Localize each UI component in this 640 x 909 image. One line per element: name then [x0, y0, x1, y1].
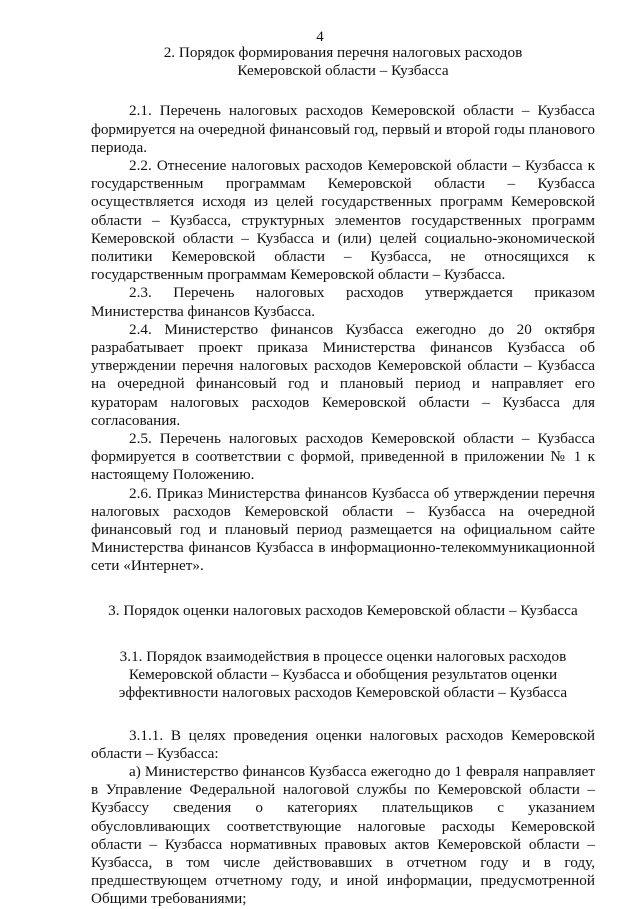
paragraph-2-4: 2.4. Министерство финансов Кузбасса ежегодно до 20 октября разрабатывает проект приказа Министерства финансов Кузбасса об утверждении перечня налоговых расходов Кемеровской области – Кузбасса на очередной финансовый год и плановый период и направляет его кураторам налоговых расходов Кемеровской области – Кузбасса для согласования.: [91, 320, 595, 429]
section-3-title: 3. Порядок оценки налоговых расходов Кемеровской области – Кузбасса: [108, 601, 578, 619]
paragraph-3-1-1-a: а) Министерство финансов Кузбасса ежегодно до 1 февраля направляет в Управление Федеральной налоговой службы по Кемеровской области – Кузбассу сведения о категориях плательщиков с указанием обусловливающих соответствующие налоговые расходы Кемеровской области – Кузбасса нормативных правовых актов Кемеровской области – Кузбасса, в том числе действовавших в отчетном году и в году, предшествующем отчетному году, и иной информации, предусмотренной Общими требованиями;: [91, 762, 595, 908]
page-number: 4: [316, 29, 324, 45]
section-3-1-subtitle: 3.1. Порядок взаимодействия в процессе оценки налоговых расходов Кемеровской области – Кузбасса и обобщения результатов оценки эффективности налоговых расходов Кемеровской области – Кузбасса: [118, 647, 568, 702]
section-2-title-line-2: Кемеровской области – Кузбасса: [237, 62, 449, 80]
document-body: [91, 44, 595, 909]
paragraph-2-2: 2.2. Отнесение налоговых расходов Кемеровской области – Кузбасса к государственным программам Кемеровской области – Кузбасса осуществляется исходя из целей государственных программ Кемеровской области – Кузбасса, структурных элементов государственных программ Кемеровской области – Кузбасса и (или) целей социально-экономической политики Кемеровской области – Кузбасса, не относящихся к государственным программам Кемеровской области – Кузбасса.: [91, 157, 595, 284]
paragraph-2-6: 2.6. Приказ Министерства финансов Кузбасса об утверждении перечня налоговых расходов Кемеровской области – Кузбасса на очередной финансовый год и плановый период размещается на официальном сайте Министерства финансов Кузбасса в информационно-телекоммуникационной сети «Интернет».: [91, 484, 595, 575]
section-2-title-cont: [91, 62, 595, 80]
section-2-title: [91, 44, 595, 62]
paragraph-2-3: 2.3. Перечень налоговых расходов утверждается приказом Министерства финансов Кузбасса.: [91, 284, 595, 320]
paragraph-2-5: 2.5. Перечень налоговых расходов Кемеровской области – Кузбасса формируется в соответствии с формой, приведенной в приложении № 1 к настоящему Положению.: [91, 430, 595, 484]
section-2-title-line-1: 2. Порядок формирования перечня налоговых расходов: [163, 44, 523, 61]
paragraph-2-1: 2.1. Перечень налоговых расходов Кемеровской области – Кузбасса формируется на очередной финансовый год, первый и второй годы планового периода.: [91, 102, 595, 156]
paragraph-3-1-1: 3.1.1. В целях проведения оценки налоговых расходов Кемеровской области – Кузбасса:: [91, 726, 595, 762]
